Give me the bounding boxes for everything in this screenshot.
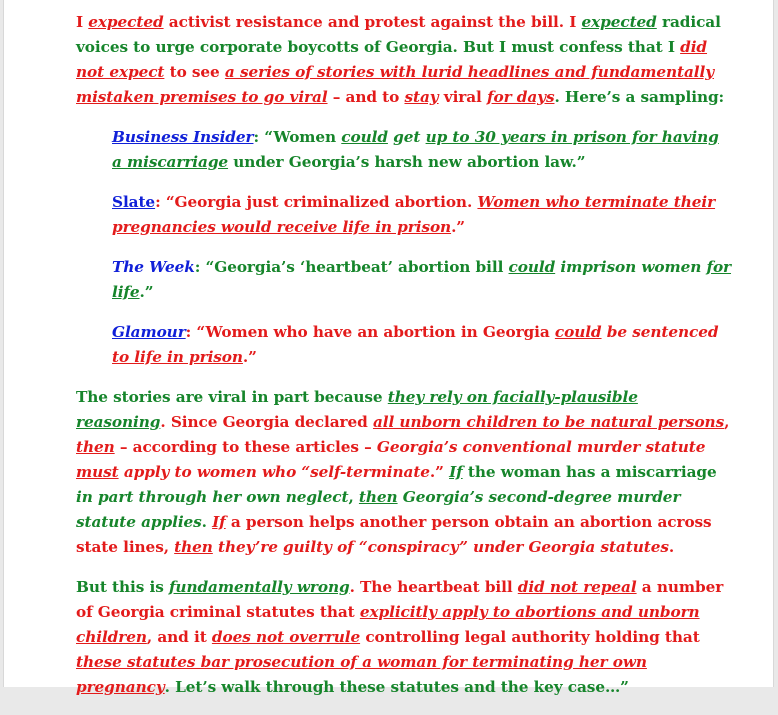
text-run: . Here’s a sampling: — [554, 88, 725, 106]
document-body — [76, 10, 732, 715]
quote-the-week — [112, 255, 732, 305]
text-run: in part through her own neglect — [76, 488, 349, 506]
emphasized-text: a series of stories with lurid headlines and fundamentally mistaken premises to go viral — [76, 63, 714, 106]
text-run: . Since Georgia declared — [160, 413, 373, 431]
emphasized-text: stay — [404, 88, 439, 106]
emphasized-text: could — [554, 323, 602, 341]
text-run: be sentenced — [601, 323, 719, 341]
text-run: : “Georgia just criminalized abortion. — [155, 193, 478, 211]
text-run: a number of Georgia criminal statutes that — [76, 578, 724, 621]
text-run: . Let’s walk through these statutes and the key case…” — [164, 678, 629, 696]
emphasized-text: does not overrule — [211, 628, 361, 646]
emphasized-text: fundamentally wrong — [168, 578, 350, 596]
document-page — [3, 0, 774, 696]
paragraph-viral-reasoning — [76, 385, 732, 560]
text-run: .” — [429, 463, 450, 481]
source-name: Glamour — [112, 323, 186, 341]
emphasized-text: did not repeal — [517, 578, 637, 596]
paragraph-fundamentally-wrong — [76, 575, 732, 700]
emphasized-text: did not expect — [76, 38, 708, 81]
emphasized-text: expected — [581, 13, 657, 31]
text-run: radical voices to urge corporate boycotts of Georgia. But I must confess that I — [76, 13, 721, 56]
text-run: – according to these articles – — [114, 438, 377, 456]
emphasized-text: must — [76, 463, 119, 481]
text-run: . — [668, 538, 675, 556]
text-run: Georgia’s second-degree murder statute applies — [76, 488, 681, 531]
emphasized-text: up to 30 years in prison for having a miscarriage — [112, 128, 719, 171]
text-run: .” — [242, 348, 257, 366]
text-run: viral — [438, 88, 487, 106]
text-run: the woman has a miscarriage — [462, 463, 717, 481]
quote-business-insider — [112, 125, 732, 175]
text-run: The stories are viral in part because — [76, 388, 388, 406]
emphasized-text: expected — [88, 13, 164, 31]
emphasized-text: these statutes bar prosecution of a woman for terminating her own pregnancy — [76, 653, 647, 696]
emphasized-text: then — [358, 488, 398, 506]
text-run: under Georgia’s harsh new abortion law.” — [228, 153, 586, 171]
text-run: .” — [451, 218, 466, 236]
emphasized-text: Women who terminate their pregnancies would receive life in prison — [112, 193, 716, 236]
quote-slate — [112, 190, 732, 240]
text-run: : “Georgia’s ‘heartbeat’ abortion bill — [194, 258, 509, 276]
paragraph-intro — [76, 10, 732, 110]
text-run: , — [348, 488, 359, 506]
emphasized-text: then — [76, 438, 115, 456]
text-run: they’re guilty of “conspiracy” under Georgia statutes — [212, 538, 669, 556]
emphasized-text: If — [212, 513, 226, 531]
emphasized-text: they rely on facially-plausible reasoning — [76, 388, 638, 431]
quote-glamour — [112, 320, 732, 370]
text-run: . The heartbeat bill — [349, 578, 518, 596]
text-run: , and it — [146, 628, 212, 646]
text-run: – and to — [327, 88, 405, 106]
text-run: But this is — [76, 578, 169, 596]
text-run: , — [724, 413, 730, 431]
text-run: .” — [139, 283, 154, 301]
text-run: imprison women — [555, 258, 707, 276]
text-run: activist resistance and protest against the bill. I — [163, 13, 582, 31]
text-run: get — [387, 128, 426, 146]
emphasized-text: then — [174, 538, 213, 556]
text-run: . — [201, 513, 213, 531]
emphasized-text: for life — [112, 258, 732, 301]
emphasized-text: could — [508, 258, 556, 276]
text-run: I — [76, 13, 89, 31]
emphasized-text: If — [449, 463, 463, 481]
text-run: : “Women — [253, 128, 342, 146]
emphasized-text: to life in prison — [112, 348, 243, 366]
text-run: a person helps another person obtain an abortion across state lines, — [76, 513, 712, 556]
text-run: apply to women who “self-terminate — [118, 463, 430, 481]
emphasized-text: all unborn children to be natural persons — [372, 413, 725, 431]
text-run: controlling legal authority holding that — [360, 628, 700, 646]
source-name: The Week — [112, 258, 195, 276]
emphasized-text: for days — [487, 88, 555, 106]
emphasized-text: explicitly apply to abortions and unborn children — [76, 603, 700, 646]
text-run: to see — [164, 63, 225, 81]
emphasized-text: could — [341, 128, 388, 146]
source-name: Business Insider — [112, 128, 254, 146]
source-name: Slate — [112, 193, 156, 211]
text-run: : “Women who have an abortion in Georgia — [185, 323, 555, 341]
text-run: Georgia’s conventional murder statute — [376, 438, 706, 456]
